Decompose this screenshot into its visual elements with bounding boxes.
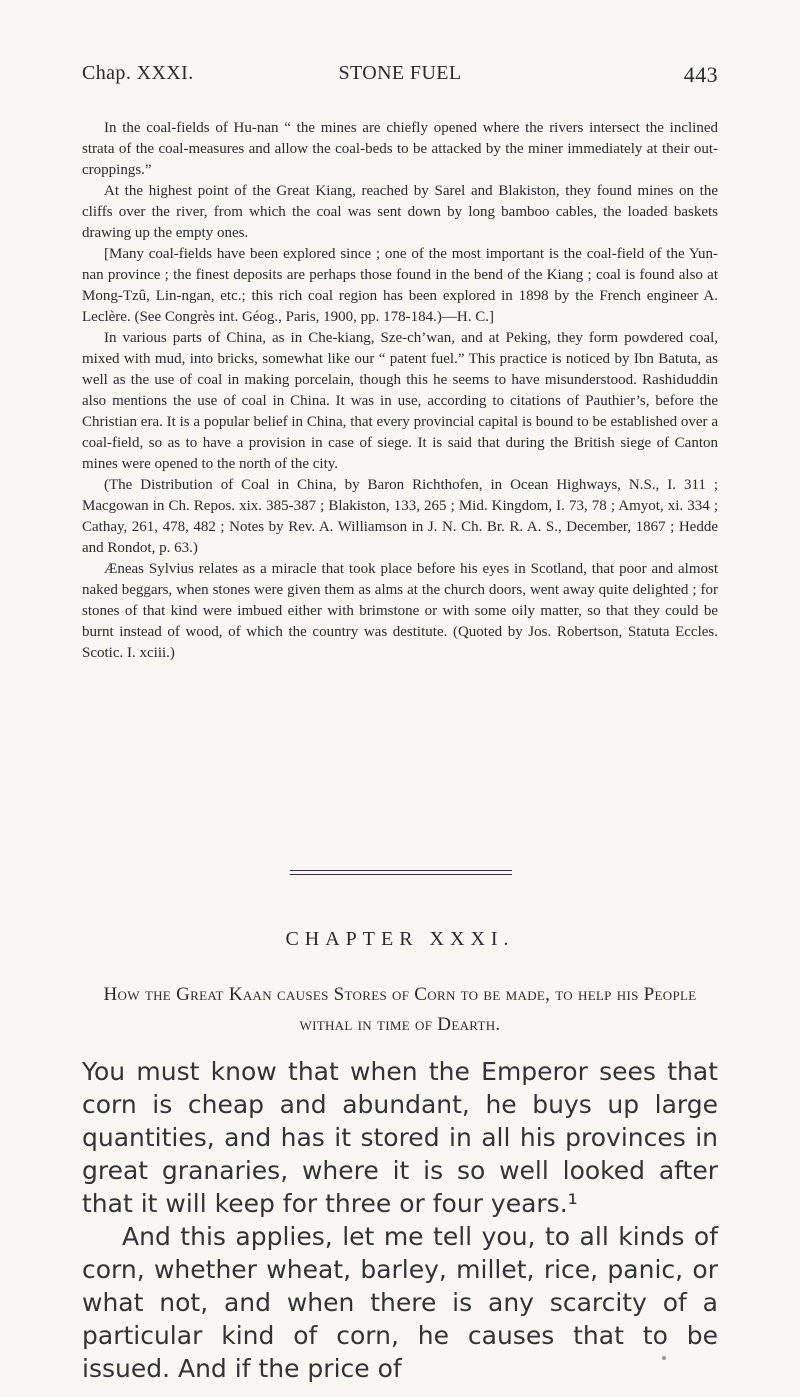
note-paragraph: Æneas Sylvius relates as a miracle that took place before his eyes in Scotland, that poor and almost naked beggars, when stones were given them as alms at the church doors, went away quite delighted ; for stones of that kind were imbued either with brimstone or with some oily matter, so that they could be burnt instead of wood, of which the country was destitute. (Quoted by Jos. Robertson, Statuta Eccles. Scotic. I. xciii.): [82, 561, 718, 661]
note-paragraph: In various parts of China, as in Che-kiang, Sze-ch’wan, and at Peking, they form powdered coal, mixed with mud, into bricks, somewhat like our “ patent fuel.” This practice is noticed by Ibn Batuta, as well as the use of coal in making porcelain, though this he seems to have misunderstood. Rashiduddin also mentions the use of coal in China. It was in use, according to citations of Pauthier’s, before the Christian era. It is a popular belief in China, that every provincial capital is bound to be established over a coal-field, so as to have a provision in case of siege. It is said that during the British siege of Canton mines were opened to the north of the city.: [82, 330, 718, 472]
chapter-heading: CHAPTER XXXI.: [285, 928, 515, 950]
note-paragraph: At the highest point of the Great Kiang, reached by Sarel and Blakiston, they found mines on the cliffs over the river, from which the coal was sent down by long bamboo cables, the loaded baskets drawing up the empty ones.: [82, 183, 718, 241]
divider-rule-top: [290, 870, 512, 871]
divider-rule-bottom: [290, 874, 512, 875]
page-number: 443: [683, 62, 718, 87]
main-text: [82, 1055, 718, 1385]
running-header: [82, 62, 718, 94]
body-paragraph: You must know that when the Emperor sees that corn is cheap and abundant, he buys up large quantities, and has it stored in all his provinces in great granaries, where it is so well looked after that it will keep for three or four years.¹: [82, 1057, 718, 1218]
note-paragraph: [Many coal-fields have been explored since ; one of the most important is the coal-field of the Yun-nan province ; the finest deposits are perhaps those found in the bend of the Kiang ; coal is found also at Mong-Tzû, Lin-ngan, etc.; this rich coal region has been explored in 1898 by the French engineer A. Leclère. (See Congrès int. Géog., Paris, 1900, pp. 178-184.)—H. C.]: [82, 246, 718, 325]
footnotes-block: [82, 118, 718, 664]
note-paragraph: In the coal-fields of Hu-nan “ the mines are chiefly opened where the rivers intersect the inclined strata of the coal-measures and allow the coal-beds to be attacked by the miner immediately at their out-croppings.”: [82, 120, 718, 178]
running-title: STONE FUEL: [338, 62, 462, 84]
note-paragraph: (The Distribution of Coal in China, by Baron Richthofen, in Ocean Highways, N.S., I. 311 ; Macgowan in Ch. Repos. xix. 385-387 ; Blakiston, 133, 265 ; Mid. Kingdom, I. 73, 78 ; Amyot, xi. 334 ; Cathay, 261, 478, 482 ; Notes by Rev. A. Williamson in J. N. Ch. Br. R. A. S., December, 1867 ; Hedde and Rondot, p. 63.): [82, 477, 718, 556]
chapter-title: How the Great Kaan causes Stores of Corn to be made, to help his People withal in time of Dearth.: [103, 984, 697, 1035]
body-paragraph: And this applies, let me tell you, to all kinds of corn, whether wheat, barley, millet, rice, panic, or what not, and when there is any scarcity of a particular kind of corn, he causes that to be issued. And if the price of: [82, 1222, 718, 1383]
page-speck: [662, 1356, 666, 1360]
chapter-label: Chap. XXXI.: [82, 62, 194, 84]
